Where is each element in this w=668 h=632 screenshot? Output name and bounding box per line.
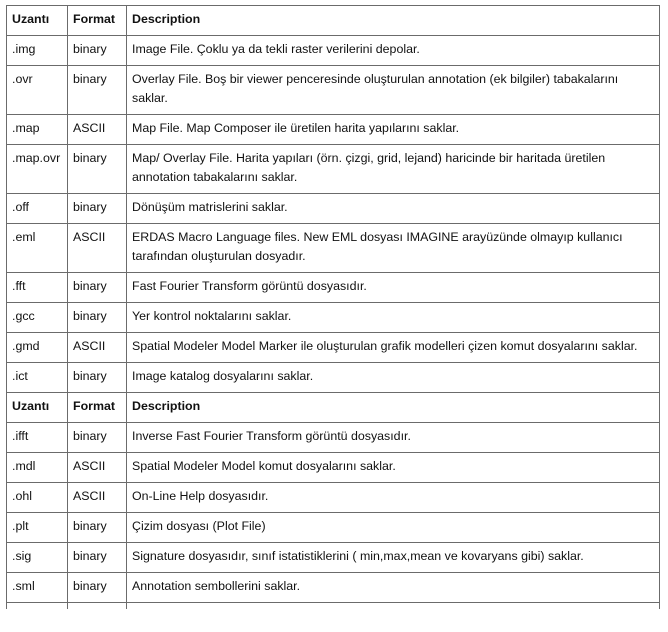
description-cell: Annotation sembollerini saklar.: [127, 573, 660, 603]
format-cell: binary: [68, 513, 127, 543]
table-row: [7, 115, 660, 145]
extension-cell: .gmd: [7, 333, 68, 363]
extension-cell: .sig: [7, 543, 68, 573]
continuation-cell: [68, 603, 127, 610]
description-cell: Yer kontrol noktalarını saklar.: [127, 303, 660, 333]
table-continuation-row: [7, 603, 660, 610]
description-cell: Fast Fourier Transform görüntü dosyasıdır.: [127, 273, 660, 303]
description-cell: Çizim dosyası (Plot File): [127, 513, 660, 543]
header-format: Format: [68, 393, 127, 423]
table-row: [7, 543, 660, 573]
table-header-row: [7, 393, 660, 423]
table-row: [7, 194, 660, 224]
extension-cell: .gcc: [7, 303, 68, 333]
format-cell: binary: [68, 273, 127, 303]
table-row: [7, 66, 660, 115]
header-format: Format: [68, 6, 127, 36]
format-cell: binary: [68, 194, 127, 224]
extension-cell: .ohl: [7, 483, 68, 513]
format-cell: binary: [68, 423, 127, 453]
table-header-row: [7, 6, 660, 36]
extension-cell: .plt: [7, 513, 68, 543]
continuation-cell: [7, 603, 68, 610]
description-cell: Dönüşüm matrislerini saklar.: [127, 194, 660, 224]
format-cell: binary: [68, 573, 127, 603]
description-cell: Map/ Overlay File. Harita yapıları (örn. çizgi, grid, lejand) haricinde bir haritada üretilen annotation tabakalarını saklar.: [127, 145, 660, 194]
extension-cell: .ovr: [7, 66, 68, 115]
format-cell: ASCII: [68, 224, 127, 273]
format-cell: ASCII: [68, 483, 127, 513]
extension-cell: .off: [7, 194, 68, 224]
extension-cell: .eml: [7, 224, 68, 273]
table-row: [7, 303, 660, 333]
description-cell: Image File. Çoklu ya da tekli raster verilerini depolar.: [127, 36, 660, 66]
header-extension: Uzantı: [7, 6, 68, 36]
extension-cell: .img: [7, 36, 68, 66]
format-cell: ASCII: [68, 115, 127, 145]
description-cell: Inverse Fast Fourier Transform görüntü dosyasıdır.: [127, 423, 660, 453]
description-cell: Overlay File. Boş bir viewer penceresinde oluşturulan annotation (ek bilgiler) tabakalarını saklar.: [127, 66, 660, 115]
table-row: [7, 145, 660, 194]
file-extension-table: [6, 5, 660, 609]
description-cell: Spatial Modeler Model komut dosyalarını saklar.: [127, 453, 660, 483]
format-cell: binary: [68, 36, 127, 66]
description-cell: ERDAS Macro Language files. New EML dosyası IMAGINE arayüzünde olmayıp kullanıcı tarafından oluşturulan dosyadır.: [127, 224, 660, 273]
table-row: [7, 513, 660, 543]
format-cell: binary: [68, 303, 127, 333]
continuation-cell: [127, 603, 660, 610]
format-cell: binary: [68, 363, 127, 393]
format-cell: ASCII: [68, 333, 127, 363]
extension-cell: .map: [7, 115, 68, 145]
format-cell: binary: [68, 145, 127, 194]
extension-cell: .ifft: [7, 423, 68, 453]
format-cell: binary: [68, 543, 127, 573]
header-description: Description: [127, 6, 660, 36]
description-cell: Map File. Map Composer ile üretilen harita yapılarını saklar.: [127, 115, 660, 145]
table-row: [7, 36, 660, 66]
table-row: [7, 423, 660, 453]
header-extension: Uzantı: [7, 393, 68, 423]
table-row: [7, 483, 660, 513]
extension-cell: .mdl: [7, 453, 68, 483]
extension-cell: .sml: [7, 573, 68, 603]
description-cell: On-Line Help dosyasıdır.: [127, 483, 660, 513]
extension-cell: .fft: [7, 273, 68, 303]
table-row: [7, 333, 660, 363]
header-description: Description: [127, 393, 660, 423]
table-row: [7, 453, 660, 483]
format-cell: binary: [68, 66, 127, 115]
extension-cell: .ict: [7, 363, 68, 393]
format-cell: ASCII: [68, 453, 127, 483]
description-cell: Signature dosyasıdır, sınıf istatistiklerini ( min,max,mean ve kovaryans gibi) saklar.: [127, 543, 660, 573]
description-cell: Spatial Modeler Model Marker ile oluşturulan grafik modelleri çizen komut dosyalarını saklar.: [127, 333, 660, 363]
table-row: [7, 224, 660, 273]
table-row: [7, 273, 660, 303]
description-cell: Image katalog dosyalarını saklar.: [127, 363, 660, 393]
table-row: [7, 573, 660, 603]
extension-cell: .map.ovr: [7, 145, 68, 194]
table-row: [7, 363, 660, 393]
